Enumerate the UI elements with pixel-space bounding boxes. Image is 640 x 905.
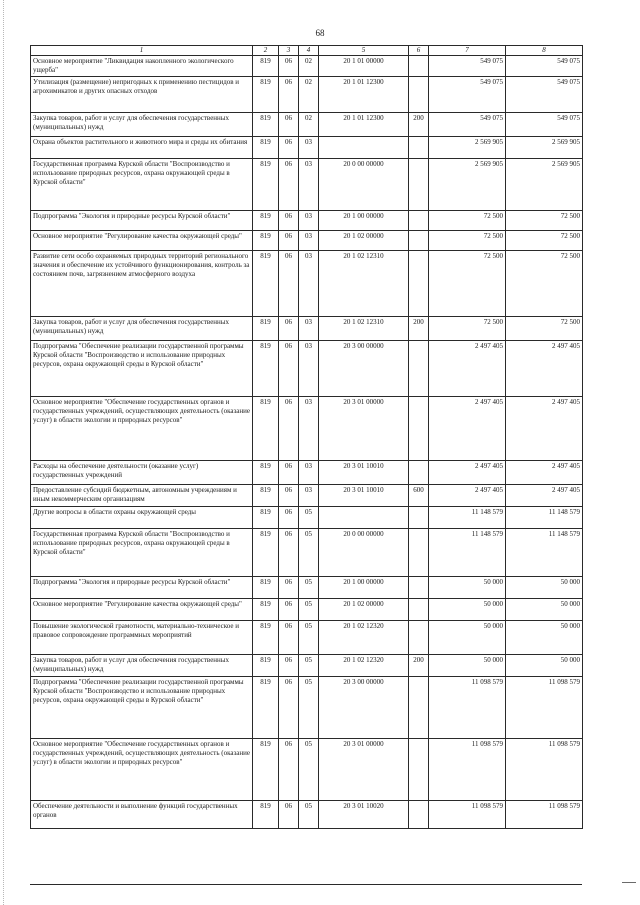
cell-grbs: 819 (253, 655, 279, 677)
cell-sum-1: 2 497 405 (429, 485, 506, 507)
cell-sum-2: 72 500 (506, 211, 583, 231)
cell-grbs: 819 (253, 507, 279, 529)
cell-sum-1: 2 569 905 (429, 137, 506, 159)
header-row (31, 46, 583, 56)
cell-rz: 06 (279, 577, 299, 599)
cell-name: Обеспечение деятельности и выполнение функций государственных органов (31, 801, 253, 829)
cell-grbs: 819 (253, 341, 279, 397)
table-row (31, 113, 583, 137)
cell-csr: 20 3 01 00000 (319, 739, 409, 801)
cell-vr (409, 739, 429, 801)
cell-csr: 20 1 01 12300 (319, 77, 409, 113)
cell-sum-2: 50 000 (506, 621, 583, 655)
cell-sum-2: 2 569 905 (506, 159, 583, 211)
cell-grbs: 819 (253, 485, 279, 507)
cell-rz: 06 (279, 461, 299, 485)
cell-grbs: 819 (253, 621, 279, 655)
cell-vr (409, 507, 429, 529)
cell-sum-2: 11 098 579 (506, 677, 583, 739)
cell-grbs: 819 (253, 77, 279, 113)
scan-edge-mark (622, 882, 636, 883)
table-row (31, 397, 583, 461)
cell-vr (409, 341, 429, 397)
cell-sum-1: 72 500 (429, 317, 506, 341)
cell-vr (409, 159, 429, 211)
cell-sum-2: 11 098 579 (506, 801, 583, 829)
page-number: 68 (315, 28, 325, 38)
cell-name: Предоставление субсидий бюджетным, автономным учреждениям и иным некоммерческим организациям (31, 485, 253, 507)
cell-pr: 03 (299, 231, 319, 251)
cell-sum-2: 72 500 (506, 317, 583, 341)
cell-rz: 06 (279, 485, 299, 507)
cell-csr: 20 1 02 12310 (319, 317, 409, 341)
table-row (31, 251, 583, 317)
col-header-vr: 6 (409, 46, 429, 56)
cell-grbs: 819 (253, 113, 279, 137)
cell-name: Утилизация (размещение) непригодных к применению пестицидов и агрохимикатов и других опасных отходов (31, 77, 253, 113)
scan-margin-line (3, 0, 5, 905)
cell-name: Закупка товаров, работ и услуг для обеспечения государственных (муниципальных) нужд (31, 655, 253, 677)
col-header-pr: 4 (299, 46, 319, 56)
cell-sum-1: 11 098 579 (429, 801, 506, 829)
cell-vr (409, 599, 429, 621)
table-row (31, 655, 583, 677)
cell-name: Закупка товаров, работ и услуг для обеспечения государственных (муниципальных) нужд (31, 113, 253, 137)
cell-rz: 06 (279, 77, 299, 113)
cell-pr: 02 (299, 77, 319, 113)
cell-grbs: 819 (253, 461, 279, 485)
cell-grbs: 819 (253, 159, 279, 211)
cell-grbs: 819 (253, 577, 279, 599)
table-row (31, 485, 583, 507)
cell-sum-1: 11 098 579 (429, 677, 506, 739)
cell-vr (409, 577, 429, 599)
cell-name: Государственная программа Курской области "Воспроизводство и использование природных ресурсов, охрана окружающей среды в Курской области" (31, 529, 253, 577)
cell-pr: 03 (299, 485, 319, 507)
cell-rz: 06 (279, 507, 299, 529)
cell-rz: 06 (279, 159, 299, 211)
table-row (31, 529, 583, 577)
cell-csr: 20 0 00 00000 (319, 529, 409, 577)
cell-vr (409, 251, 429, 317)
cell-vr: 200 (409, 317, 429, 341)
cell-pr: 03 (299, 251, 319, 317)
col-header-sum-2: 8 (506, 46, 583, 56)
cell-name: Охрана объектов растительного и животного мира и среды их обитания (31, 137, 253, 159)
cell-name: Государственная программа Курской области "Воспроизводство и использование природных ресурсов, охрана окружающей среды в Курской области" (31, 159, 253, 211)
cell-csr: 20 3 00 00000 (319, 677, 409, 739)
cell-sum-2: 2 497 405 (506, 461, 583, 485)
cell-name: Развитие сети особо охраняемых природных территорий регионального значения и обеспечение их устойчивого функционирования, контроль за состоянием почв, загрязнением атмосферного воздуха (31, 251, 253, 317)
cell-grbs: 819 (253, 211, 279, 231)
table-row (31, 137, 583, 159)
cell-pr: 05 (299, 677, 319, 739)
cell-csr (319, 137, 409, 159)
cell-sum-1: 50 000 (429, 599, 506, 621)
cell-csr: 20 1 02 12320 (319, 621, 409, 655)
cell-rz: 06 (279, 231, 299, 251)
table-row (31, 317, 583, 341)
cell-sum-1: 549 075 (429, 56, 506, 77)
cell-sum-1: 549 075 (429, 77, 506, 113)
cell-rz: 06 (279, 56, 299, 77)
cell-rz: 06 (279, 655, 299, 677)
cell-sum-1: 11 148 579 (429, 529, 506, 577)
cell-csr: 20 3 01 10020 (319, 801, 409, 829)
cell-vr (409, 77, 429, 113)
cell-vr: 600 (409, 485, 429, 507)
cell-csr: 20 1 01 00000 (319, 56, 409, 77)
cell-grbs: 819 (253, 677, 279, 739)
cell-vr (409, 801, 429, 829)
cell-vr: 200 (409, 113, 429, 137)
cell-name: Повышение экологической грамотности, материально-техническое и правовое сопровождение программных мероприятий (31, 621, 253, 655)
cell-vr (409, 461, 429, 485)
cell-sum-2: 2 497 405 (506, 341, 583, 397)
cell-pr: 02 (299, 113, 319, 137)
cell-sum-2: 2 497 405 (506, 485, 583, 507)
table-row (31, 341, 583, 397)
table-row (31, 599, 583, 621)
table-row (31, 577, 583, 599)
cell-sum-2: 549 075 (506, 56, 583, 77)
table-row (31, 801, 583, 829)
cell-rz: 06 (279, 529, 299, 577)
col-header-rz: 3 (279, 46, 299, 56)
cell-vr (409, 231, 429, 251)
cell-sum-2: 549 075 (506, 77, 583, 113)
cell-rz: 06 (279, 211, 299, 231)
cell-sum-2: 549 075 (506, 113, 583, 137)
cell-pr: 05 (299, 599, 319, 621)
cell-vr (409, 211, 429, 231)
cell-sum-1: 2 569 905 (429, 159, 506, 211)
cell-sum-1: 11 148 579 (429, 507, 506, 529)
col-header-name: 1 (31, 46, 253, 56)
cell-name: Основное мероприятие "Обеспечение государственных органов и государственных учреждений, осуществляющих деятельность (оказание услуг) в области экологии и природных ресурсов" (31, 739, 253, 801)
cell-pr: 05 (299, 529, 319, 577)
cell-vr (409, 397, 429, 461)
cell-sum-2: 11 148 579 (506, 507, 583, 529)
cell-grbs: 819 (253, 397, 279, 461)
table-row (31, 739, 583, 801)
cell-sum-2: 11 148 579 (506, 529, 583, 577)
cell-rz: 06 (279, 801, 299, 829)
cell-csr: 20 3 01 00000 (319, 397, 409, 461)
cell-pr: 05 (299, 621, 319, 655)
table-row (31, 231, 583, 251)
cell-pr: 05 (299, 655, 319, 677)
table-row (31, 621, 583, 655)
cell-rz: 06 (279, 317, 299, 341)
cell-name: Основное мероприятие "Регулирование качества окружающей среды" (31, 231, 253, 251)
cell-rz: 06 (279, 137, 299, 159)
cell-pr: 03 (299, 211, 319, 231)
cell-rz: 06 (279, 677, 299, 739)
col-header-sum-1: 7 (429, 46, 506, 56)
cell-sum-1: 50 000 (429, 655, 506, 677)
cell-vr: 200 (409, 655, 429, 677)
cell-pr: 05 (299, 801, 319, 829)
cell-name: Основное мероприятие "Ликвидация накопленного экологического ущерба" (31, 56, 253, 77)
cell-csr: 20 3 01 10010 (319, 461, 409, 485)
cell-csr: 20 1 02 12310 (319, 251, 409, 317)
cell-sum-1: 72 500 (429, 231, 506, 251)
cell-name: Другие вопросы в области охраны окружающей среды (31, 507, 253, 529)
cell-pr: 03 (299, 159, 319, 211)
cell-grbs: 819 (253, 251, 279, 317)
cell-grbs: 819 (253, 231, 279, 251)
cell-name: Закупка товаров, работ и услуг для обеспечения государственных (муниципальных) нужд (31, 317, 253, 341)
table-row (31, 507, 583, 529)
cell-name: Основное мероприятие "Обеспечение государственных органов и государственных учреждений, осуществляющих деятельность (оказание услуг) в области экологии и природных ресурсов" (31, 397, 253, 461)
cell-vr (409, 677, 429, 739)
cell-pr: 03 (299, 397, 319, 461)
cell-csr: 20 1 01 12300 (319, 113, 409, 137)
cell-name: Подпрограмма "Обеспечение реализации государственной программы Курской области "Воспроизводство и использование природных ресурсов, охрана окружающей среды в Курской области" (31, 677, 253, 739)
cell-sum-1: 549 075 (429, 113, 506, 137)
cell-csr: 20 1 00 00000 (319, 577, 409, 599)
cell-rz: 06 (279, 341, 299, 397)
cell-pr: 05 (299, 739, 319, 801)
cell-name: Подпрограмма "Экология и природные ресурсы Курской области" (31, 577, 253, 599)
cell-sum-2: 50 000 (506, 599, 583, 621)
cell-sum-2: 50 000 (506, 655, 583, 677)
cell-rz: 06 (279, 113, 299, 137)
cell-sum-1: 72 500 (429, 251, 506, 317)
cell-sum-1: 2 497 405 (429, 397, 506, 461)
cell-grbs: 819 (253, 529, 279, 577)
cell-sum-1: 11 098 579 (429, 739, 506, 801)
cell-pr: 05 (299, 507, 319, 529)
table-row (31, 77, 583, 113)
table-row (31, 677, 583, 739)
cell-csr: 20 1 02 12320 (319, 655, 409, 677)
cell-csr: 20 1 00 00000 (319, 211, 409, 231)
cell-name: Расходы на обеспечение деятельности (оказание услуг) государственных учреждений (31, 461, 253, 485)
cell-name: Основное мероприятие "Регулирование качества окружающей среды" (31, 599, 253, 621)
cell-vr (409, 621, 429, 655)
cell-sum-1: 50 000 (429, 577, 506, 599)
bottom-rule (30, 884, 582, 885)
cell-name: Подпрограмма "Экология и природные ресурсы Курской области" (31, 211, 253, 231)
cell-sum-1: 2 497 405 (429, 341, 506, 397)
cell-csr: 20 3 01 10010 (319, 485, 409, 507)
col-header-grbs: 2 (253, 46, 279, 56)
cell-vr (409, 137, 429, 159)
table-body (31, 56, 583, 829)
cell-rz: 06 (279, 599, 299, 621)
cell-sum-2: 11 098 579 (506, 739, 583, 801)
budget-allocation-table (30, 45, 583, 829)
cell-sum-2: 72 500 (506, 251, 583, 317)
cell-csr: 20 0 00 00000 (319, 159, 409, 211)
cell-rz: 06 (279, 251, 299, 317)
cell-rz: 06 (279, 739, 299, 801)
cell-grbs: 819 (253, 56, 279, 77)
cell-sum-1: 72 500 (429, 211, 506, 231)
cell-sum-2: 2 497 405 (506, 397, 583, 461)
cell-grbs: 819 (253, 137, 279, 159)
cell-pr: 05 (299, 577, 319, 599)
cell-rz: 06 (279, 397, 299, 461)
cell-csr (319, 507, 409, 529)
table-row (31, 461, 583, 485)
table-row (31, 159, 583, 211)
cell-pr: 03 (299, 341, 319, 397)
cell-pr: 03 (299, 137, 319, 159)
cell-csr: 20 3 00 00000 (319, 341, 409, 397)
cell-rz: 06 (279, 621, 299, 655)
cell-grbs: 819 (253, 739, 279, 801)
cell-sum-2: 50 000 (506, 577, 583, 599)
cell-vr (409, 529, 429, 577)
cell-sum-2: 72 500 (506, 231, 583, 251)
cell-grbs: 819 (253, 801, 279, 829)
cell-sum-1: 50 000 (429, 621, 506, 655)
cell-sum-2: 2 569 905 (506, 137, 583, 159)
cell-csr: 20 1 02 00000 (319, 599, 409, 621)
cell-name: Подпрограмма "Обеспечение реализации государственной программы Курской области "Воспроизводство и использование природных ресурсов, охрана окружающей среды в Курской области" (31, 341, 253, 397)
cell-pr: 02 (299, 56, 319, 77)
cell-pr: 03 (299, 317, 319, 341)
table-row (31, 211, 583, 231)
cell-sum-1: 2 497 405 (429, 461, 506, 485)
col-header-csr: 5 (319, 46, 409, 56)
cell-grbs: 819 (253, 317, 279, 341)
cell-pr: 03 (299, 461, 319, 485)
cell-vr (409, 56, 429, 77)
cell-csr: 20 1 02 00000 (319, 231, 409, 251)
cell-grbs: 819 (253, 599, 279, 621)
table-row (31, 56, 583, 77)
